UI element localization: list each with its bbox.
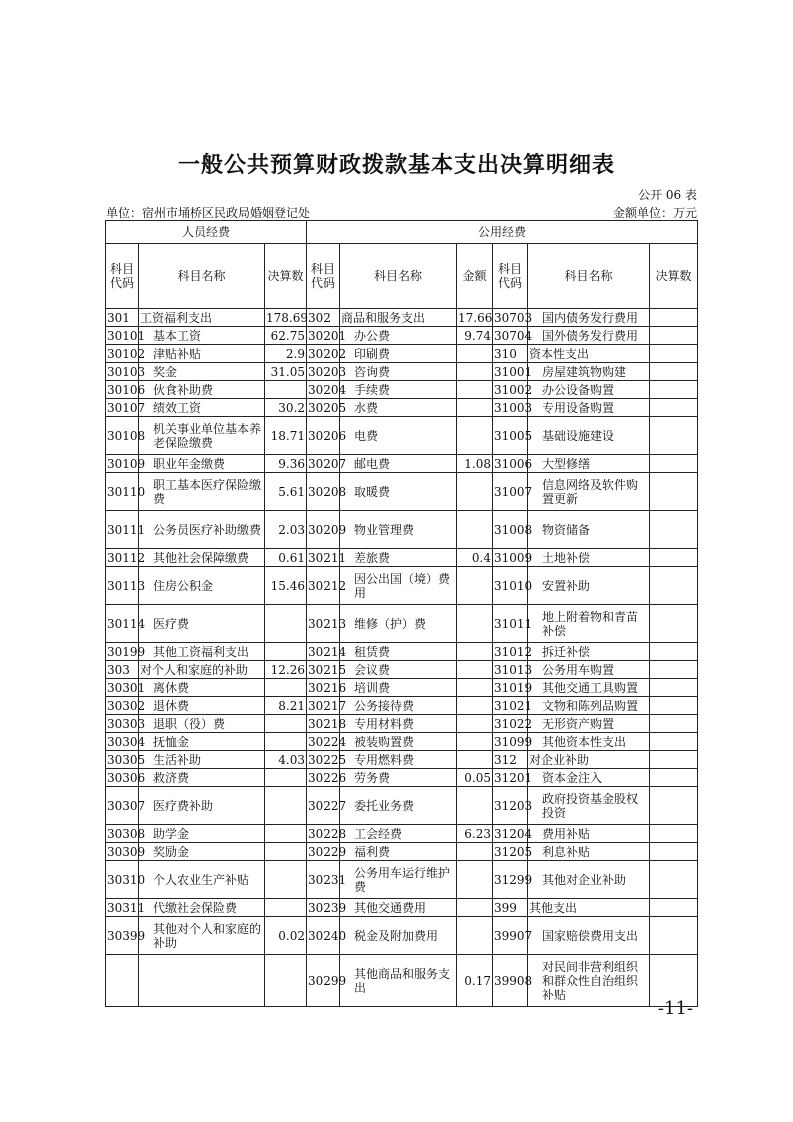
name-cell: 商品和服务支出 [340,309,457,327]
name-cell: 津贴补贴 [139,345,265,363]
code-cell: 303 [106,661,139,679]
name-cell: 代缴社会保险费 [139,899,265,917]
name-cell: 办公设备购置 [528,381,650,399]
value-cell: 178.69 [266,310,308,325]
value-cell [265,861,307,899]
code-cell: 31204 [494,826,533,841]
code-cell: 30109 [107,456,146,471]
value-cell [457,345,493,363]
code-cell: 30201 [308,328,347,343]
code-cell: 30208 [307,473,340,511]
budget-table [105,220,698,1007]
value-cell: 30.2 [265,399,307,417]
code-cell: 30704 [494,328,533,343]
name-cell: 因公出国（境）费用 [340,567,457,605]
value-cell [457,381,493,399]
code-cell: 30112 [107,550,146,565]
table-row [106,455,698,473]
code-cell: 31001 [494,364,533,379]
code-cell: 30213 [307,605,340,643]
code-cell: 30206 [307,417,340,455]
code-cell: 30239 [308,900,347,915]
name-cell: 物资储备 [528,511,650,549]
code-cell: 30303 [107,716,146,731]
value-cell [650,327,698,345]
name-cell: 取暖费 [340,473,457,511]
name-cell: 退职（役）费 [139,715,265,733]
value-cell: 0.05 [457,769,493,787]
value-cell [265,605,307,643]
value-cell [457,473,493,511]
code-cell: 30703 [494,310,533,325]
code-cell: 30212 [307,567,340,605]
unit-label: 单位：宿州市埇桥区民政局婚姻登记处 [106,206,311,220]
name-cell: 退休费 [139,697,265,715]
name-cell: 劳务费 [340,769,457,787]
code-cell: 30108 [106,417,139,455]
value-cell: 9.74 [457,327,493,345]
code-cell: 30304 [107,734,146,749]
table-row [106,567,698,605]
header-code: 科目代码 [493,244,528,309]
code-cell: 31012 [494,644,533,659]
value-cell: 15.46 [265,567,307,605]
value-cell [650,549,698,567]
name-cell: 物业管理费 [340,511,457,549]
table-row [106,605,698,643]
name-cell: 其他交通费用 [340,899,457,917]
name-cell: 奖金 [139,363,265,381]
value-cell: 0.61 [265,549,307,567]
code-cell: 30310 [106,861,139,899]
name-cell: 手续费 [340,381,457,399]
value-cell [650,861,698,899]
value-cell [457,605,493,643]
name-cell: 房屋建筑物购建 [528,363,650,381]
name-cell: 个人农业生产补贴 [139,861,265,899]
code-cell: 30308 [107,826,146,841]
name-cell: 邮电费 [340,455,457,473]
code-cell: 30311 [107,900,146,915]
value-cell: 9.36 [265,455,307,473]
table-row [106,381,698,399]
value-cell: 62.75 [265,327,307,345]
code-cell: 30203 [308,364,347,379]
value-cell [457,787,493,825]
value-cell [650,843,698,861]
name-cell [139,955,265,1007]
table-row [106,825,698,843]
table-row [106,715,698,733]
value-cell: 5.61 [265,473,307,511]
header-final-amount: 决算数 [650,244,698,309]
value-cell [650,917,698,955]
value-cell: 8.21 [265,697,307,715]
table-row [106,697,698,715]
table-row [106,473,698,511]
value-cell [650,455,698,473]
name-cell: 医疗费补助 [139,787,265,825]
name-cell: 其他工资福利支出 [139,643,265,661]
name-cell: 抚恤金 [139,733,265,751]
group-personnel: 人员经费 [106,221,307,244]
name-cell: 资本金注入 [528,769,650,787]
value-cell: 12.26 [265,661,307,679]
code-cell: 30224 [308,734,347,749]
table-row [106,345,698,363]
name-cell: 维修（护）费 [340,605,457,643]
code-cell: 30240 [307,917,340,955]
header-amount: 金额 [457,244,493,309]
value-cell [457,567,493,605]
code-cell: 30199 [107,644,146,659]
name-cell: 被装购置费 [340,733,457,751]
value-cell [457,861,493,899]
value-cell [650,787,698,825]
name-cell: 职业年金缴费 [139,455,265,473]
code-cell: 30309 [107,844,146,859]
table-row [106,511,698,549]
value-cell: 17.66 [458,310,493,325]
code-cell: 31003 [494,400,533,415]
name-cell: 专用材料费 [340,715,457,733]
name-cell: 差旅费 [340,549,457,567]
name-cell: 离休费 [139,679,265,697]
value-cell [265,381,307,399]
code-cell: 302 [307,309,340,327]
value-cell [650,309,698,327]
code-cell: 30226 [308,770,347,785]
code-cell: 312 [493,751,528,769]
name-cell: 信息网络及软件购置更新 [528,473,650,511]
name-cell: 基本工资 [139,327,265,345]
name-cell: 专用燃料费 [340,751,457,769]
name-cell: 无形资产购置 [528,715,650,733]
value-cell [265,643,307,661]
header-code: 科目代码 [106,244,139,309]
value-cell [650,825,698,843]
value-cell: 0.17 [457,955,493,1007]
name-cell: 助学金 [139,825,265,843]
value-cell [457,363,493,381]
value-cell: 0.4 [457,549,493,567]
value-cell [457,399,493,417]
value-cell [650,715,698,733]
table-row [106,917,698,955]
code-cell: 31099 [494,734,533,749]
code-cell: 31299 [493,861,528,899]
code-cell: 31022 [494,716,533,731]
name-cell: 医疗费 [139,605,265,643]
code-cell: 30217 [308,698,347,713]
name-cell: 电费 [340,417,457,455]
page-title: 一般公共预算财政拨款基本支出决算明细表 [177,153,615,178]
name-cell: 咨询费 [340,363,457,381]
code-cell: 30299 [307,955,340,1007]
value-cell [650,345,698,363]
value-cell [650,417,698,455]
value-cell [457,899,493,917]
code-cell: 30103 [107,364,146,379]
code-cell: 30204 [308,382,347,397]
name-cell: 对个人和家庭的补助 [139,661,265,679]
value-cell [457,417,493,455]
value-cell [265,955,307,1007]
value-cell: 6.23 [457,825,493,843]
name-cell: 机关事业单位基本养老保险缴费 [139,417,265,455]
value-cell [457,751,493,769]
value-cell [650,697,698,715]
value-cell: 4.03 [265,751,307,769]
table-row [106,787,698,825]
value-cell [265,715,307,733]
code-cell: 30205 [308,400,347,415]
value-cell [457,843,493,861]
code-cell: 31021 [494,698,533,713]
table-row [106,679,698,697]
code-cell: 31011 [493,605,528,643]
code-cell: 31007 [493,473,528,511]
code-cell: 30211 [308,550,347,565]
name-cell: 救济费 [139,769,265,787]
code-cell: 31009 [494,550,533,565]
name-cell: 福利费 [340,843,457,861]
value-cell [650,399,698,417]
value-cell [650,769,698,787]
header-name: 科目名称 [528,244,650,309]
code-cell: 30113 [106,567,139,605]
table-row [106,643,698,661]
value-cell [650,511,698,549]
header-name: 科目名称 [340,244,457,309]
value-cell [265,825,307,843]
value-cell [265,769,307,787]
value-cell [650,567,698,605]
code-cell: 31006 [494,456,533,471]
value-cell [650,751,698,769]
name-cell: 安置补助 [528,567,650,605]
name-cell: 利息补贴 [528,843,650,861]
name-cell: 其他支出 [528,899,650,917]
value-cell [650,643,698,661]
table-row [106,751,698,769]
code-cell [106,955,139,1007]
value-cell [457,917,493,955]
name-cell: 委托业务费 [340,787,457,825]
name-cell: 拆迁补偿 [528,643,650,661]
code-cell: 30209 [307,511,340,549]
table-row [106,733,698,751]
code-cell: 39908 [493,955,528,1007]
header-final-amount: 决算数 [265,244,307,309]
name-cell: 其他资本性支出 [528,733,650,751]
value-cell [265,899,307,917]
value-cell [457,661,493,679]
value-cell [650,733,698,751]
name-cell: 办公费 [340,327,457,345]
value-cell [650,473,698,511]
code-cell: 31019 [494,680,533,695]
name-cell: 奖励金 [139,843,265,861]
name-cell: 费用补贴 [528,825,650,843]
page-number: -11- [657,998,693,1019]
code-cell: 301 [106,309,139,327]
code-cell: 31008 [493,511,528,549]
table-row [106,899,698,917]
header-name: 科目名称 [139,244,265,309]
value-cell: 18.71 [265,417,307,455]
name-cell: 其他交通工具购置 [528,679,650,697]
name-cell: 公务用车购置 [528,661,650,679]
name-cell: 对民间非营利组织和群众性自治组织补贴 [528,955,650,1007]
code-cell: 30107 [107,400,146,415]
code-cell: 30102 [107,346,146,361]
code-cell: 310 [493,345,528,363]
name-cell: 会议费 [340,661,457,679]
value-cell [457,679,493,697]
code-cell: 30214 [308,644,347,659]
amount-unit-label: 金额单位：万元 [612,206,697,220]
name-cell: 工会经费 [340,825,457,843]
name-cell: 住房公积金 [139,567,265,605]
code-cell: 31201 [494,770,533,785]
value-cell [650,381,698,399]
code-cell: 30215 [308,662,347,677]
code-cell: 30227 [307,787,340,825]
name-cell: 职工基本医疗保险缴费 [139,473,265,511]
code-cell: 30228 [308,826,347,841]
code-cell: 399 [493,899,528,917]
value-cell [265,843,307,861]
code-cell: 30306 [107,770,146,785]
name-cell: 绩效工资 [139,399,265,417]
name-cell: 税金及附加费用 [340,917,457,955]
code-cell: 30110 [106,473,139,511]
code-cell: 30305 [107,752,146,767]
value-cell [457,511,493,549]
value-cell [265,733,307,751]
code-cell: 30231 [307,861,340,899]
value-cell: 1.08 [457,455,493,473]
table-row [106,327,698,345]
code-cell: 30302 [107,698,146,713]
name-cell: 国家赔偿费用支出 [528,917,650,955]
name-cell: 租赁费 [340,643,457,661]
code-cell: 30111 [106,511,139,549]
value-cell [265,679,307,697]
name-cell: 其他对企业补助 [528,861,650,899]
value-cell: 31.05 [265,363,307,381]
table-row [106,843,698,861]
name-cell: 公务接待费 [340,697,457,715]
code-cell: 31005 [493,417,528,455]
code-cell: 30307 [106,787,139,825]
code-cell: 31205 [494,844,533,859]
name-cell: 培训费 [340,679,457,697]
name-cell: 其他商品和服务支出 [340,955,457,1007]
value-cell: 2.03 [265,511,307,549]
code-cell: 30216 [308,680,347,695]
name-cell: 公务员医疗补助缴费 [139,511,265,549]
table-row [106,309,698,327]
name-cell: 其他社会保障缴费 [139,549,265,567]
table-row [106,363,698,381]
value-cell [265,787,307,825]
value-cell [457,733,493,751]
name-cell: 印刷费 [340,345,457,363]
table-row [106,661,698,679]
value-cell [650,679,698,697]
name-cell: 国内债务发行费用 [528,309,650,327]
name-cell: 伙食补助费 [139,381,265,399]
code-cell: 30218 [308,716,347,731]
name-cell: 基础设施建设 [528,417,650,455]
group-public: 公用经费 [307,221,698,244]
name-cell: 政府投资基金股权投资 [528,787,650,825]
code-cell: 30229 [308,844,347,859]
table-row [106,417,698,455]
code-cell: 31002 [494,382,533,397]
code-cell: 30225 [308,752,347,767]
value-cell: 0.02 [265,917,307,955]
value-cell [650,661,698,679]
code-cell: 31010 [493,567,528,605]
name-cell: 生活补助 [139,751,265,769]
name-cell: 专用设备购置 [528,399,650,417]
name-cell: 国外债务发行费用 [528,327,650,345]
table-row [106,769,698,787]
code-cell: 30207 [308,456,347,471]
value-cell [457,715,493,733]
code-cell: 30301 [107,680,146,695]
code-cell: 31203 [493,787,528,825]
name-cell: 其他对个人和家庭的补助 [139,917,265,955]
name-cell: 文物和陈列品购置 [528,697,650,715]
code-cell: 30399 [106,917,139,955]
name-cell: 水费 [340,399,457,417]
name-cell: 地上附着物和青苗补偿 [528,605,650,643]
table-row [106,955,698,1007]
name-cell: 资本性支出 [528,345,650,363]
name-cell: 土地补偿 [528,549,650,567]
code-cell: 30106 [107,382,146,397]
name-cell: 对企业补助 [528,751,650,769]
header-row [106,244,698,309]
name-cell: 大型修缮 [528,455,650,473]
table-row [106,549,698,567]
value-cell [650,899,698,917]
form-number: 公开 06 表 [638,188,697,202]
code-cell: 31013 [494,662,533,677]
code-cell: 30101 [107,328,146,343]
header-code: 科目代码 [307,244,340,309]
value-cell [650,363,698,381]
value-cell [457,643,493,661]
code-cell: 30202 [308,346,347,361]
value-cell: 2.9 [265,345,307,363]
table-row [106,399,698,417]
value-cell [457,697,493,715]
name-cell: 工资福利支出 [139,309,265,327]
name-cell: 公务用车运行维护费 [340,861,457,899]
value-cell [650,605,698,643]
table-row [106,861,698,899]
code-cell: 39907 [493,917,528,955]
code-cell: 30114 [106,605,139,643]
